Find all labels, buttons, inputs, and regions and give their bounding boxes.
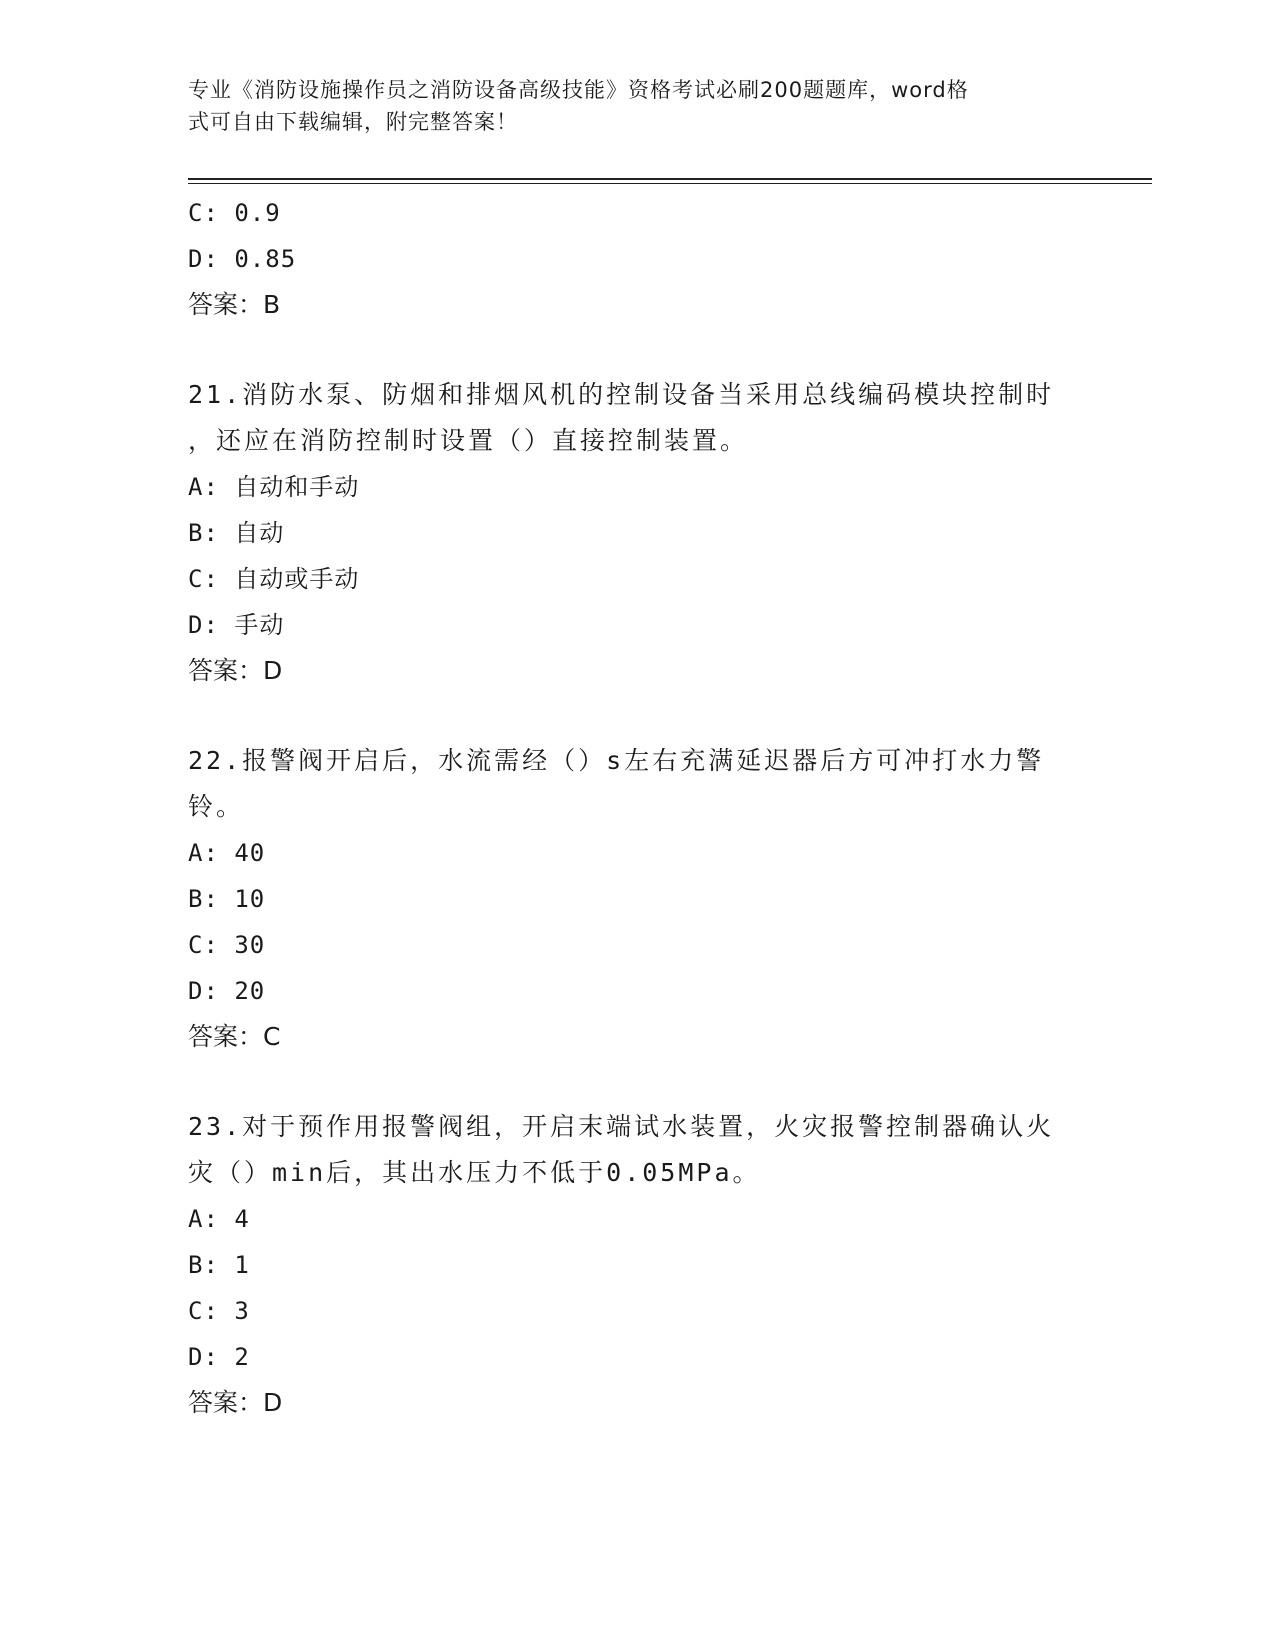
option-d: D: 2 <box>188 1343 250 1371</box>
answer-line: 答案：B <box>188 290 281 319</box>
option-b: B: 1 <box>188 1251 250 1279</box>
question-text-line: 铃。 <box>188 792 245 821</box>
answer-line: 答案：C <box>188 1022 281 1051</box>
question-22 <box>188 738 1088 1060</box>
option-c: C: 30 <box>188 931 266 959</box>
header-line-1: 专业《消防设施操作员之消防设备高级技能》资格考试必刷200题题库，word格 <box>188 78 969 102</box>
question-21 <box>188 372 1088 694</box>
option-a: A: 40 <box>188 839 266 867</box>
option-b: B: 10 <box>188 885 266 913</box>
question-list <box>188 190 1088 1426</box>
option-b: B: 自动 <box>188 519 285 547</box>
question-text-line: 21.消防水泵、防烟和排烟风机的控制设备当采用总线编码模块控制时 <box>188 380 1055 409</box>
option-a: A: 4 <box>188 1205 250 1233</box>
question-text <box>188 1104 1088 1196</box>
header-divider-thick <box>188 178 1152 180</box>
option-d: D: 20 <box>188 977 266 1005</box>
option-a: A: 自动和手动 <box>188 473 360 501</box>
header-divider-thin <box>188 183 1152 184</box>
question-text-line: 灾（）min后，其出水压力不低于0.05MPa。 <box>188 1158 761 1187</box>
option-d: D: 手动 <box>188 611 285 639</box>
option-c: C: 0.9 <box>188 199 281 227</box>
answer-line: 答案：D <box>188 1388 283 1417</box>
question-text-line: 23.对于预作用报警阀组，开启末端试水装置，火灾报警控制器确认火 <box>188 1112 1055 1141</box>
option-c: C: 自动或手动 <box>188 565 360 593</box>
question-text <box>188 372 1088 464</box>
header-line-2: 式可自由下载编辑，附完整答案！ <box>188 110 518 134</box>
document-header <box>188 74 1068 138</box>
question-text-line: 22.报警阀开启后，水流需经（）s左右充满延迟器后方可冲打水力警 <box>188 746 1045 775</box>
question-text <box>188 738 1088 830</box>
question-text-line: ，还应在消防控制时设置（）直接控制装置。 <box>188 426 749 455</box>
question-23 <box>188 1104 1088 1426</box>
option-c: C: 3 <box>188 1297 250 1325</box>
previous-question-tail <box>188 190 1088 328</box>
option-d: D: 0.85 <box>188 245 297 273</box>
answer-line: 答案：D <box>188 656 283 685</box>
